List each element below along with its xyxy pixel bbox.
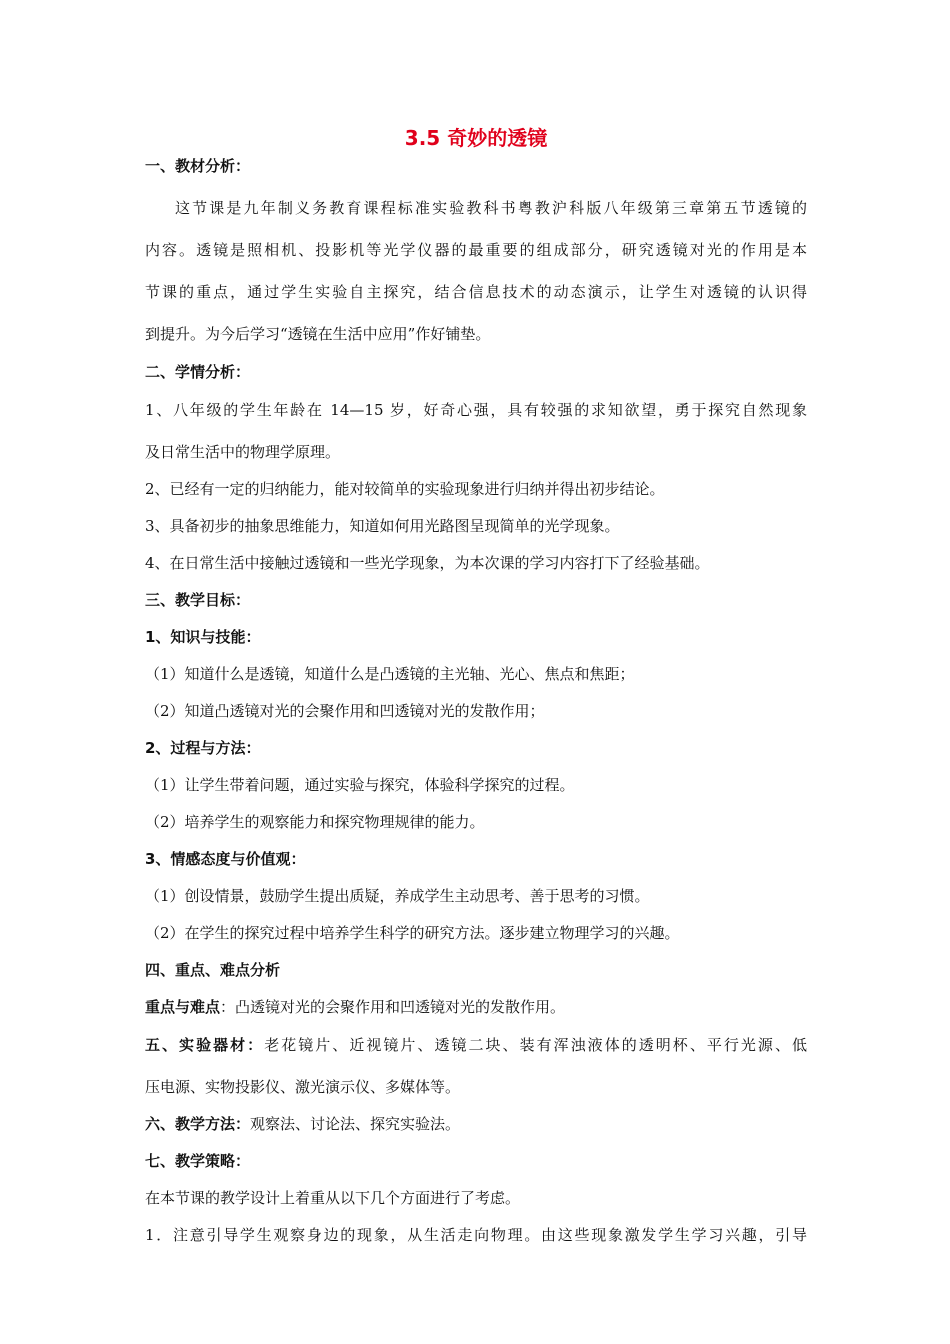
list-item: （1）知道什么是透镜，知道什么是凸透镜的主光轴、光心、焦点和焦距； [145,665,635,683]
list-item: 及日常生活中的物理学原理。 [145,443,341,461]
list-item: 1、八年级的学生年龄在 14—15 岁，好奇心强，具有较强的求知欲望，勇于探究自然现象 [145,401,807,419]
paragraph-line: 压电源、实物投影仪、激光演示仪、多媒体等。 [145,1078,461,1096]
list-item: 3、具备初步的抽象思维能力，知道如何用光路图呈现简单的光学现象。 [145,517,620,535]
section-heading-methods: 六、教学方法： [145,1115,251,1133]
section-heading-teaching-goals: 三、教学目标： [145,591,251,609]
subheading-knowledge-skills: 1、知识与技能： [145,628,261,646]
list-item: （1）让学生带着问题，通过实验与探究，体验科学探究的过程。 [145,776,575,794]
methods-line [145,1114,807,1134]
key-points-text: ：凸透镜对光的会聚作用和凹透镜对光的发散作用。 [220,998,566,1016]
key-points-line [145,997,807,1017]
section-heading-student-analysis: 二、学情分析： [145,363,251,381]
paragraph-line: 到提升。为今后学习“透镜在生活中应用”作好铺垫。 [145,325,491,343]
section-heading-equipment: 五、实验器材： [145,1036,265,1054]
equipment-line [145,1035,807,1055]
section-heading-textbook-analysis: 一、教材分析： [145,157,251,175]
list-item: 4、在日常生活中接触过透镜和一些光学现象，为本次课的学习内容打下了经验基础。 [145,554,710,572]
section-heading-strategy: 七、教学策略： [145,1152,251,1170]
document-title: 3.5 奇妙的透镜 [404,126,548,150]
key-points-label: 重点与难点 [145,998,221,1016]
paragraph-line: 节课的重点，通过学生实验自主探究，结合信息技术的动态演示，让学生对透镜的认识得 [145,283,807,301]
subheading-process-method: 2、过程与方法： [145,739,261,757]
paragraph-line: 这节课是九年制义务教育课程标准实验教科书粤教沪科版八年级第三章第五节透镜的 [175,199,807,217]
subheading-emotion-values: 3、情感态度与价值观： [145,850,306,868]
list-item: （1）创设情景，鼓励学生提出质疑，养成学生主动思考、善于思考的习惯。 [145,887,650,905]
paragraph-line: 在本节课的教学设计上着重从以下几个方面进行了考虑。 [145,1189,521,1207]
paragraph-line: 内容。透镜是照相机、投影机等光学仪器的最重要的组成部分，研究透镜对光的作用是本 [145,241,807,259]
list-item: 2、已经有一定的归纳能力，能对较简单的实验现象进行归纳并得出初步结论。 [145,480,665,498]
list-item: （2）在学生的探究过程中培养学生科学的研究方法。逐步建立物理学习的兴趣。 [145,924,680,942]
list-item: （2）培养学生的观察能力和探究物理规律的能力。 [145,813,485,831]
section-heading-key-points: 四、重点、难点分析 [145,961,281,979]
paragraph-line: 1．注意引导学生观察身边的现象，从生活走向物理。由这些现象激发学生学习兴趣，引导 [145,1226,807,1244]
document-page [145,120,807,1245]
methods-text: 观察法、讨论法、探究实验法。 [250,1115,461,1133]
equipment-text: 老花镜片、近视镜片、透镜二块、装有浑浊液体的透明杯、平行光源、低 [264,1036,807,1054]
list-item: （2）知道凸透镜对光的会聚作用和凹透镜对光的发散作用； [145,702,545,720]
